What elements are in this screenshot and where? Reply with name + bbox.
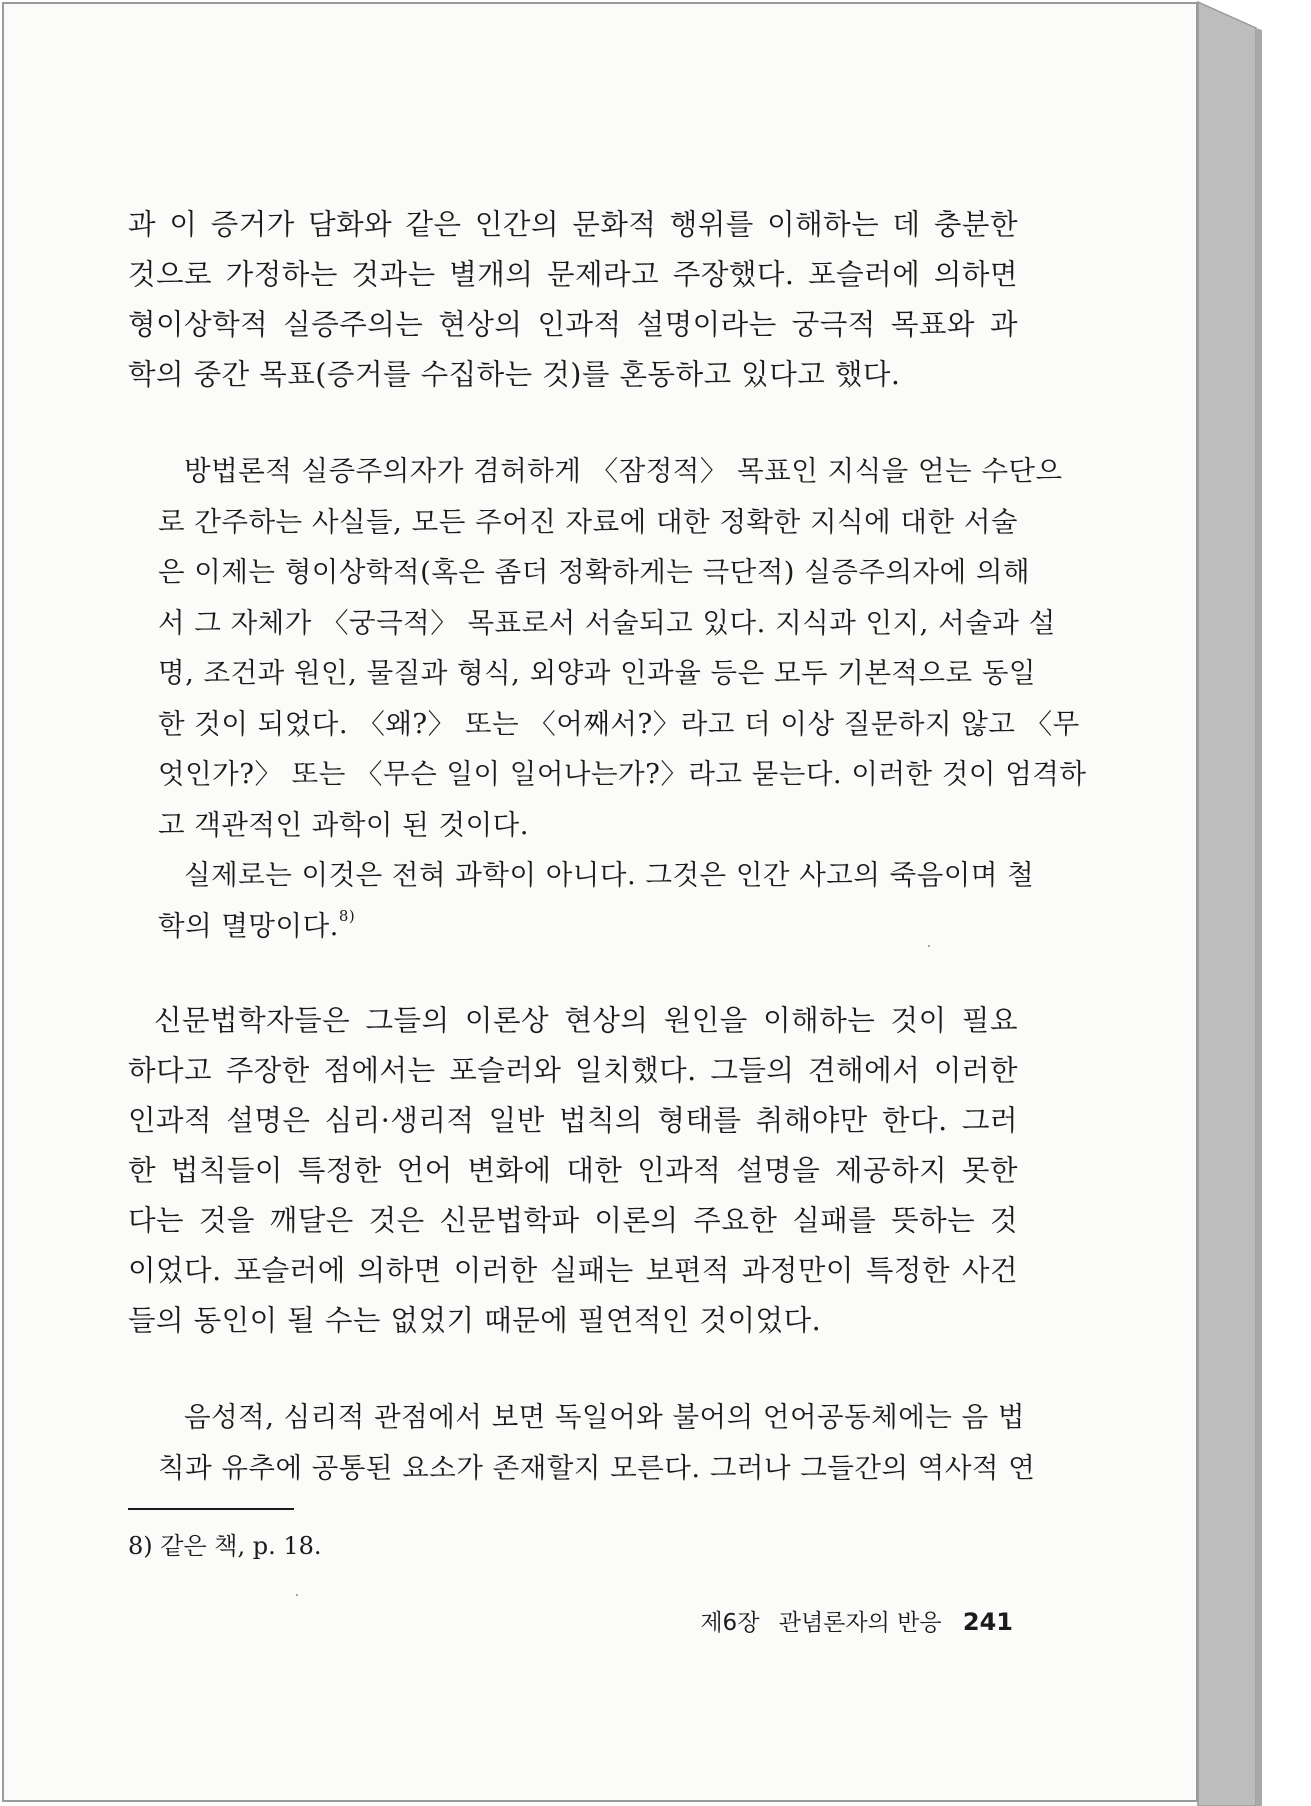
- paragraph-2-line: 인과적 설명은 심리·생리적 일반 법칙의 형태를 취해야만 한다. 그러: [128, 1104, 1018, 1137]
- chapter-title: 관념론자의 반응: [778, 1610, 942, 1636]
- block-quote-2: [158, 1392, 1036, 1493]
- quote-line: 로 간주하는 사실들, 모든 주어진 자료에 대한 정확한 지식에 대한 서술: [158, 505, 1018, 538]
- paragraph-2-line: 들의 동인이 될 수는 없었기 때문에 필연적인 것이었다.: [128, 1304, 822, 1337]
- paragraph-2-line: 신문법학자들은 그들의 이론상 현상의 원인을 이해하는 것이 필요: [154, 1004, 1018, 1037]
- quote-line: 은 이제는 형이상학적(혹은 좀더 정확하게는 극단적) 실증주의자에 의해: [158, 556, 1031, 588]
- quote-line: 명, 조건과 원인, 물질과 형식, 외양과 인과율 등은 모두 기본적으로 동일: [158, 657, 1036, 689]
- scan-speck: [928, 945, 930, 947]
- footnote-divider: [128, 1508, 294, 1510]
- quote-line: 엇인가?〉 또는 〈무슨 일이 일어나는가?〉라고 묻는다. 이러한 것이 엄격하: [158, 758, 1087, 790]
- footnote-reference[interactable]: 8): [338, 906, 356, 925]
- paragraph-1: [128, 200, 1018, 400]
- quote-line: 음성적, 심리적 관점에서 보면 독일어와 불어의 언어공동체에는 음 법: [184, 1401, 1025, 1433]
- paragraph-2-line: 하다고 주장한 점에서는 포슬러와 일치했다. 그들의 견해에서 이러한: [128, 1054, 1018, 1087]
- paragraph-1-line: 과 이 증거가 담화와 같은 인간의 문화적 행위를 이해하는 데 충분한: [128, 208, 1018, 241]
- paragraph-2: [128, 996, 1018, 1346]
- running-footer: [0, 1604, 1013, 1637]
- paragraph-2-line: 한 법칙들이 특정한 언어 변화에 대한 인과적 설명을 제공하지 못한: [128, 1154, 1018, 1187]
- quote-line: 방법론적 실증주의자가 겸허하게 〈잠정적〉 목표인 지식을 얻는 수단으: [184, 455, 1063, 487]
- page-number: 241: [962, 1608, 1013, 1636]
- quote-line: 고 객관적인 과학이 된 것이다.: [158, 808, 529, 841]
- footnote-8: 8) 같은 책, p. 18.: [128, 1532, 322, 1560]
- block-quote-1: [158, 446, 1087, 951]
- paragraph-2-line: 다는 것을 깨달은 것은 신문법학파 이론의 주요한 실패를 뜻하는 것: [128, 1204, 1018, 1237]
- paragraph-2-line: 이었다. 포슬러에 의하면 이러한 실패는 보편적 과정만이 특정한 사건: [128, 1254, 1018, 1287]
- quote-line: 칙과 유추에 공통된 요소가 존재할지 모른다. 그러나 그들간의 역사적 연: [158, 1451, 1036, 1484]
- paragraph-1-line: 학의 중간 목표(증거를 수집하는 것)를 혼동하고 있다고 했다.: [128, 358, 901, 391]
- quote-line: 한 것이 되었다. 〈왜?〉 또는 〈어째서?〉라고 더 이상 질문하지 않고 〈무: [158, 707, 1080, 740]
- paragraph-1-line: 것으로 가정하는 것과는 별개의 문제라고 주장했다. 포슬러에 의하면: [128, 258, 1018, 291]
- quote-line-text: 학의 멸망이다.: [158, 909, 339, 942]
- quote-line: 서 그 자체가 〈궁극적〉 목표로서 서술되고 있다. 지식과 인지, 서술과 설: [158, 606, 1056, 639]
- quote-line-final: [158, 901, 1018, 952]
- chapter-label: 제6장: [700, 1610, 760, 1636]
- paragraph-1-line: 형이상학적 실증주의는 현상의 인과적 설명이라는 궁극적 목표와 과: [128, 308, 1018, 341]
- scan-speck: [296, 1594, 298, 1596]
- quote-line: 실제로는 이것은 전혀 과학이 아니다. 그것은 인간 사고의 죽음이며 철: [184, 859, 1035, 891]
